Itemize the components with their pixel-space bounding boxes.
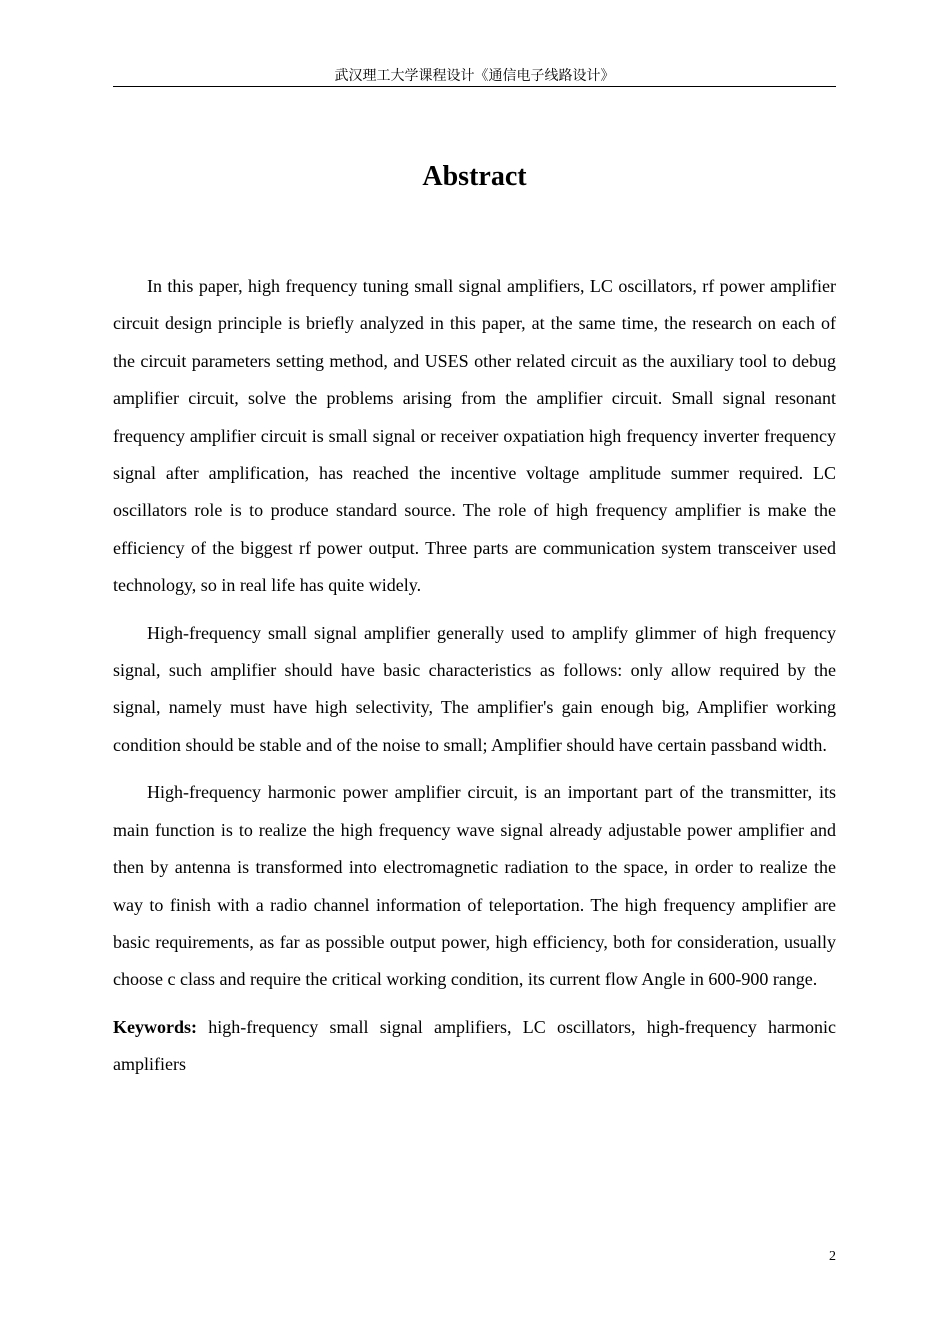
page-title: Abstract [422, 161, 527, 192]
header-text: 武汉理工大学课程设计《通信电子线路设计》 [334, 68, 615, 84]
abstract-body [113, 268, 836, 1084]
page-number: 2 [829, 1249, 836, 1264]
keywords-line [113, 1009, 836, 1084]
keywords-text: high-frequency small signal amplifiers, LC oscillators, high-frequency harmonic amplifiers [113, 1016, 836, 1075]
keywords-label: Keywords: [113, 1016, 197, 1037]
page-header [113, 66, 836, 87]
abstract-paragraph: High-frequency harmonic power amplifier circuit, is an important part of the transmitter, its main function is to realize the high frequency wave signal already adjustable power amplifier and then by antenna is transformed into electromagnetic radiation to the space, in order to realize the way to finish with a radio channel information of teleportation. The high frequency amplifier are basic requirements, as far as possible output power, high efficiency, both for consideration, usually choose c class and require the critical working condition, its current flow Angle in 600-900 range. [113, 782, 836, 990]
abstract-paragraph: High-frequency small signal amplifier generally used to amplify glimmer of high frequency signal, such amplifier should have basic characteristics as follows: only allow required by the signal, namely must have high selectivity, The amplifier's gain enough big, Amplifier working condition should be stable and of the noise to small; Amplifier should have certain passband width. [113, 622, 836, 755]
abstract-paragraph: In this paper, high frequency tuning small signal amplifiers, LC oscillators, rf power amplifier circuit design principle is briefly analyzed in this paper, at the same time, the research on each of the circuit parameters setting method, and USES other related circuit as the auxiliary tool to debug amplifier circuit, solve the problems arising from the amplifier circuit. Small signal resonant frequency amplifier circuit is small signal or receiver oxpatiation high frequency inverter frequency signal after amplification, has reached the incentive voltage amplitude summer required. LC oscillators role is to produce standard source. The role of high frequency amplifier is make the efficiency of the biggest rf power output. Three parts are communication system transceiver used technology, so in real life has quite widely. [113, 276, 836, 596]
